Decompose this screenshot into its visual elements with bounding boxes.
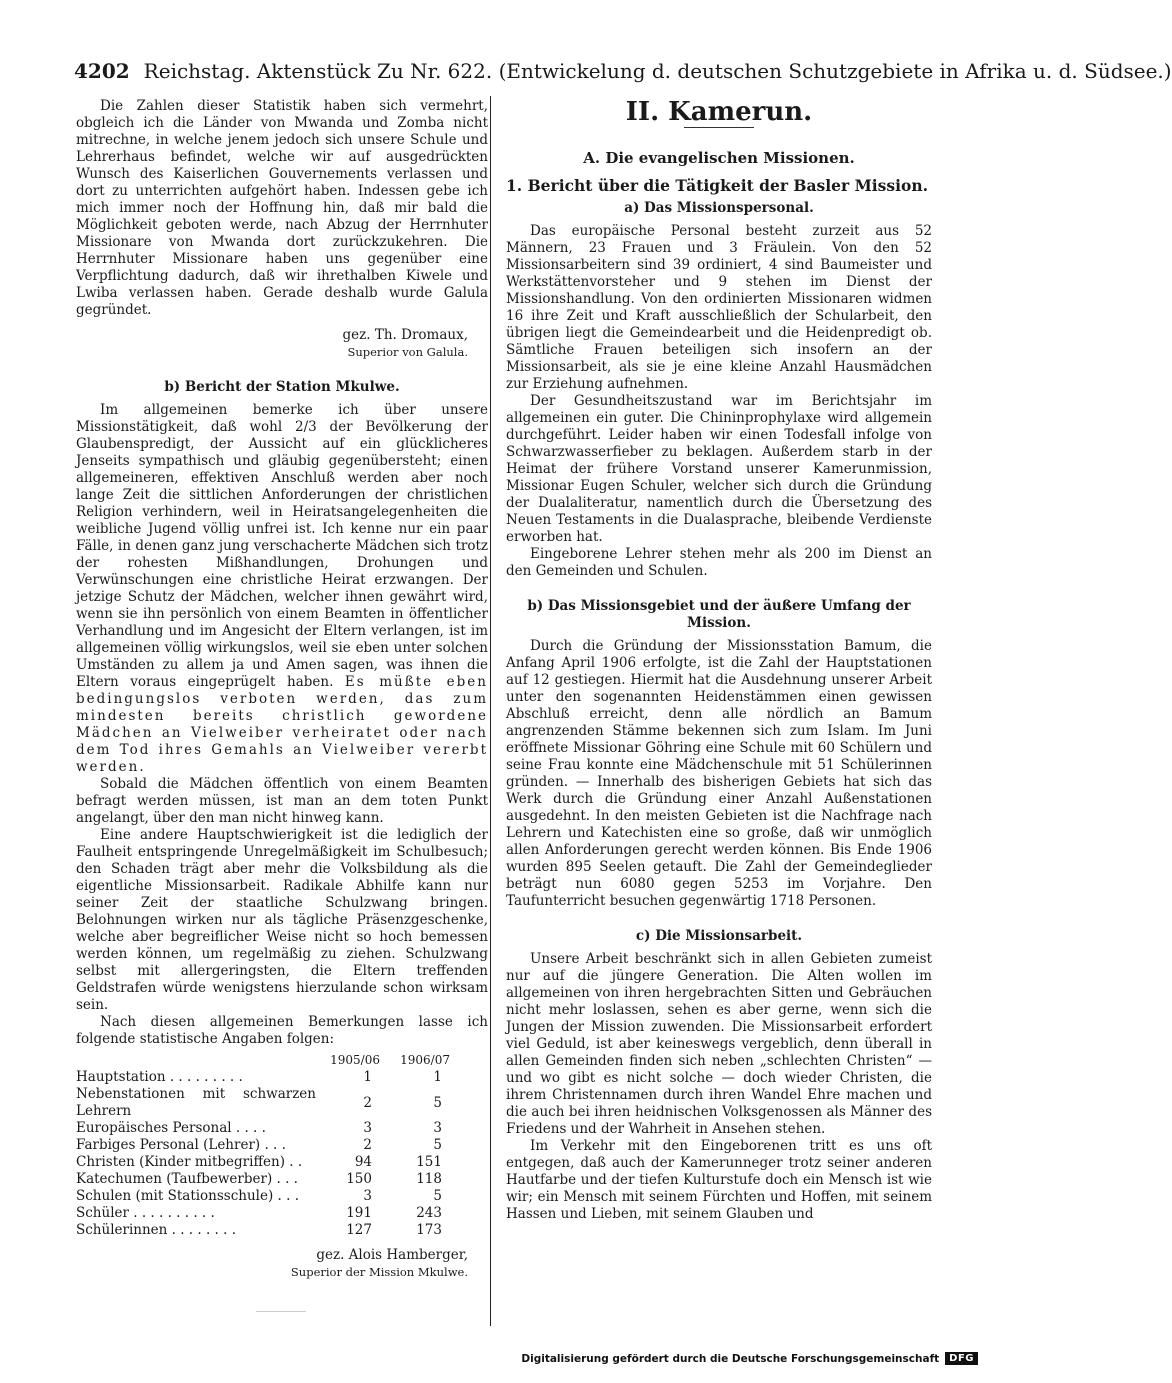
table-row <box>76 1086 456 1120</box>
signature: gez. Alois Hamberger, <box>316 1247 468 1263</box>
paragraph: Das europäische Personal besteht zurzeit aus 52 Männern, 23 Frauen und 3 Fräulein. Von den 52 Missionsarbeitern sind 39 ordiniert, 4 sind Baumeister und Werkstättenvorsteher und 9 stehen im Dienst der Missionshandlung. Von den ordinierten Missionaren widmen 16 ihre Zeit und Kraft ausschließlich der Schularbeit, den übrigen liegt die Gemeindearbeit und die Heidenpredigt ob. Sämtliche Frauen beteiligen sich insofern an der Missionsarbeit, als sie je eine kleine Anzahl Hausmädchen zur Erziehung aufnehmen. <box>506 223 932 392</box>
table-cell-value: 1 <box>363 1069 372 1085</box>
table-cell-value: 1 <box>433 1069 442 1085</box>
chapter-title: II. Kamerun. <box>625 97 813 127</box>
page-header <box>74 58 1172 84</box>
table-row <box>76 1137 456 1154</box>
table-row <box>76 1120 456 1137</box>
paragraph: Unsere Arbeit beschränkt sich in allen Gebieten zumeist nur auf die jüngere Generation. Die Alten wollen im allgemeinen von ihren hergebrachten Sitten und Gebräuchen nicht mehr loslassen, sehen es aber gerne, wenn sich die Jungen der Mission zuwenden. Die Missionsarbeit erfordert viel Geduld, ist aber keineswegs vergeblich, denn überall in allen Gemeinden finden sich neben „schlechten Christen“ — und wo gibt es nicht solche — doch wieder Christen, die ihrem Christennamen durch ihren Wandel Ehre machen und die auch bei ihren heidnischen Volksgenossen als Männer des Friedens und der Wahrheit in Ansehen stehen. <box>506 951 932 1137</box>
table-header-row <box>76 1052 456 1069</box>
table-cell-value: 243 <box>416 1205 442 1221</box>
table-cell-label: Farbiges Personal (Lehrer) . . . <box>76 1137 286 1153</box>
paragraph: Eine andere Hauptschwierigkeit ist die lediglich der Faulheit entspringende Unregelmäßigkeit im Schulbesuch; den Schaden trägt aber mehr die Volksbildung als die eigentliche Missionsarbeit. Radikale Abhilfe kann nur seiner Zeit der staatliche Schulzwang bringen. Belohnungen wirken nur als tägliche Präsenzgeschenke, welche aber begreiflicher Weise nicht so hoch bemessen werden können, um regelmäßig zu ziehen. Schulzwang selbst mit allergeringsten, die Eltern treffenden Geldstrafen würde wenigstens hierzulande schon wirksam sein. <box>76 827 488 1013</box>
paragraph <box>76 402 488 776</box>
table-cell-value: 191 <box>346 1205 372 1221</box>
left-column <box>76 98 488 1312</box>
paragraph: Eingeborene Lehrer stehen mehr als 200 im Dienst an den Gemeinden und Schulen. <box>506 546 932 579</box>
table-row <box>76 1069 456 1086</box>
page-number: 4202 <box>74 59 130 83</box>
table-cell-value: 5 <box>433 1188 442 1204</box>
subsection-heading: a) Das Missionspersonal. <box>624 200 814 216</box>
paragraph-text: Im allgemeinen bemerke ich über unsere Missionstätigkeit, daß wohl 2/3 der Bevölkerung der Glaubenspredigt, der Aussicht auf ein glücklicheres Jenseits sympathisch und gläubig gegenübersteht; einen allgemeineren, effektiven Anschluß werden aber noch lange Zeit die sittlichen Anforderungen der christlichen Religion verhindern, weil in Heiratsangelegenheiten die weibliche Jugend völlig unfrei ist. Ich kenne nur ein paar Fälle, in denen ganz jung verschacherte Mädchen sich trotz der rohesten Mißhandlungen, Drohungen und Verwünschungen eine christliche Heirat erzwangen. Der jetzige Schutz der Mädchen, welcher ihnen gewährt wird, wenn sie ihn persönlich von einem Beamten in öffentlicher Verhandlung und im Angesicht der Eltern verlangen, ist im allgemeinen völlig wirkungslos, weil sie eben unter solchen Umständen zu allem ja und Amen sagen, was ihnen die Eltern voraus eingeprügelt haben. <box>76 402 488 690</box>
paragraph: Nach diesen allgemeinen Bemerkungen lasse ich folgende statistische Angaben folgen: <box>76 1014 488 1047</box>
table-header-1905: 1905/06 <box>330 1053 380 1067</box>
signature-subtitle: Superior der Mission Mkulwe. <box>290 1265 468 1279</box>
signature: gez. Th. Dromaux, <box>342 327 468 343</box>
footer <box>521 1352 978 1365</box>
table-cell-value: 94 <box>354 1154 372 1170</box>
subsection-heading: 1. Bericht über die Tätigkeit der Basler Mission. <box>506 176 928 195</box>
table-row <box>76 1205 456 1222</box>
section-heading: A. Die evangelischen Missionen. <box>583 149 855 167</box>
table-cell-value: 3 <box>433 1120 442 1136</box>
table-cell-label: Hauptstation . . . . . . . . . <box>76 1069 243 1085</box>
table-cell-value: 5 <box>433 1094 442 1111</box>
table-cell-value: 150 <box>346 1171 372 1187</box>
table-header-blank <box>76 1052 316 1069</box>
table-cell-value: 118 <box>416 1171 442 1187</box>
table-row <box>76 1154 456 1171</box>
table-cell-label: Schüler . . . . . . . . . . <box>76 1205 215 1221</box>
statistics-table <box>76 1052 456 1239</box>
spaced-text: Es müßte eben bedingungslos verboten werden, das zum mindesten bereits christlich gewordene Mädchen an Vielweiber verheiratet oder nach dem Tod ihres Gemahls an Vielweiber vererbt werden. <box>76 674 488 775</box>
table-cell-value: 151 <box>416 1154 442 1170</box>
paragraph: Durch die Gründung der Missionsstation Bamum, die Anfang April 1906 erfolgte, ist die Zahl der Hauptstationen auf 12 gestiegen. Hiermit hat die Ausdehnung unserer Arbeit unter den sogenannten Heidenstämmen einen gewissen Abschluß erreicht, denn alle nördlich an Bamum angrenzenden Stämme bekennen sich zum Islam. Im Juni eröffnete Missionar Göhring eine Schule mit 60 Schülern und seine Frau konnte eine Mädchenschule mit 51 Schülerinnen gründen. — Innerhalb des bisherigen Gebiets hat sich das Werk durch die Gründung einer Anzahl Außenstationen ausgedehnt. In den meisten Gebieten ist die Nachfrage nach Lehrern und Katechisten eine so große, daß wir unmöglich allen Anforderungen gerecht werden können. Bis Ende 1906 wurden 895 Seelen getauft. Die Zahl der Gemeindeglieder beträgt nun 6080 gegen 5253 im Vorjahre. Den Taufunterricht besuchen gegenwärtig 1718 Personen. <box>506 638 932 909</box>
table-cell-label: Europäisches Personal . . . . <box>76 1120 266 1136</box>
table-cell-value: 3 <box>363 1188 372 1204</box>
table-cell-value: 2 <box>363 1137 372 1153</box>
section-heading: b) Bericht der Station Mkulwe. <box>164 379 400 395</box>
divider <box>256 1311 306 1312</box>
subsection-heading: b) Das Missionsgebiet und der äußere Umfang der Mission. <box>527 598 911 631</box>
table-cell-value: 127 <box>346 1222 372 1238</box>
table-row <box>76 1188 456 1205</box>
subsection-heading: c) Die Missionsarbeit. <box>635 928 803 944</box>
table-cell-label: Christen (Kinder mitbegriffen) . . <box>76 1154 303 1170</box>
signature-subtitle: Superior von Galula. <box>347 345 468 359</box>
table-cell-value: 173 <box>416 1222 442 1238</box>
table-cell-label: Schulen (mit Stationsschule) . . . <box>76 1188 300 1204</box>
table-row <box>76 1171 456 1188</box>
table-cell-value: 3 <box>363 1120 372 1136</box>
table-cell-value: 5 <box>433 1137 442 1153</box>
table-header-1906: 1906/07 <box>400 1053 450 1067</box>
table-cell-value: 2 <box>363 1094 372 1111</box>
paragraph: Die Zahlen dieser Statistik haben sich vermehrt, obgleich ich die Länder von Mwanda und Zomba nicht mitrechne, in welche jenem jedoch sich unsere Schule und Lehrerhaus befindet, welche wir auf ausgedrückten Wunsch des Kaiserlichen Gouvernements verlassen und dort zu unterrichten aufgehört haben. Indessen gebe ich mich immer noch der Hoffnung hin, daß mir bald die Möglichkeit geboten werde, nach Abzug der Herrnhuter Missionare von Mwanda dort zurückzukehren. Die Herrnhuter Missionare haben uns gegenüber eine Verpflichtung dadurch, daß wir ihrethalben Kiwele und Lwiba verlassen haben. Gerade deshalb wurde Galula gegründet. <box>76 98 488 318</box>
column-divider <box>490 96 491 1326</box>
paragraph: Der Gesundheitszustand war im Berichtsjahr im allgemeinen ein guter. Die Chininprophylaxe wird allgemein durchgeführt. Leider haben wir einen Todesfall infolge von Schwarzwasserfieber zu beklagen. Außerdem starb in der Heimat der frühere Vorstand unserer Kamerunmission, Missionar Eugen Schuler, welcher sich durch die Gründung der Dualaliteratur, namentlich durch die Übersetzung des Neuen Testaments in die Dualasprache, bleibende Verdienste erworben hat. <box>506 393 932 545</box>
header-title: Reichstag. Aktenstück Zu Nr. 622. (Entwickelung d. deutschen Schutzgebiete in Afrika u. d. Südsee.) <box>143 59 1172 83</box>
table-cell-label: Katechumen (Taufbewerber) . . . <box>76 1171 298 1187</box>
table-cell-label: Schülerinnen . . . . . . . . <box>76 1222 237 1238</box>
divider <box>684 127 754 128</box>
dfg-logo: DFG <box>945 1352 978 1365</box>
table-cell-label: Nebenstationen mit schwarzen Lehrern <box>76 1086 316 1119</box>
paragraph: Sobald die Mädchen öffentlich von einem Beamten befragt werden müssen, ist man an dem toten Punkt angelangt, über den man nicht hinweg kann. <box>76 776 488 826</box>
right-column <box>506 98 932 1223</box>
paragraph: Im Verkehr mit den Eingeborenen tritt es uns oft entgegen, daß auch der Kamerunneger trotz seiner anderen Hautfarbe und der tiefen Kulturstufe doch ein Mensch ist wie wir; ein Mensch mit seinem Fürchten und Hoffen, mit seinem Hassen und Lieben, mit seinem Glauben und <box>506 1138 932 1222</box>
footer-text: Digitalisierung gefördert durch die Deutsche Forschungsgemeinschaft <box>521 1352 940 1365</box>
table-row <box>76 1222 456 1239</box>
